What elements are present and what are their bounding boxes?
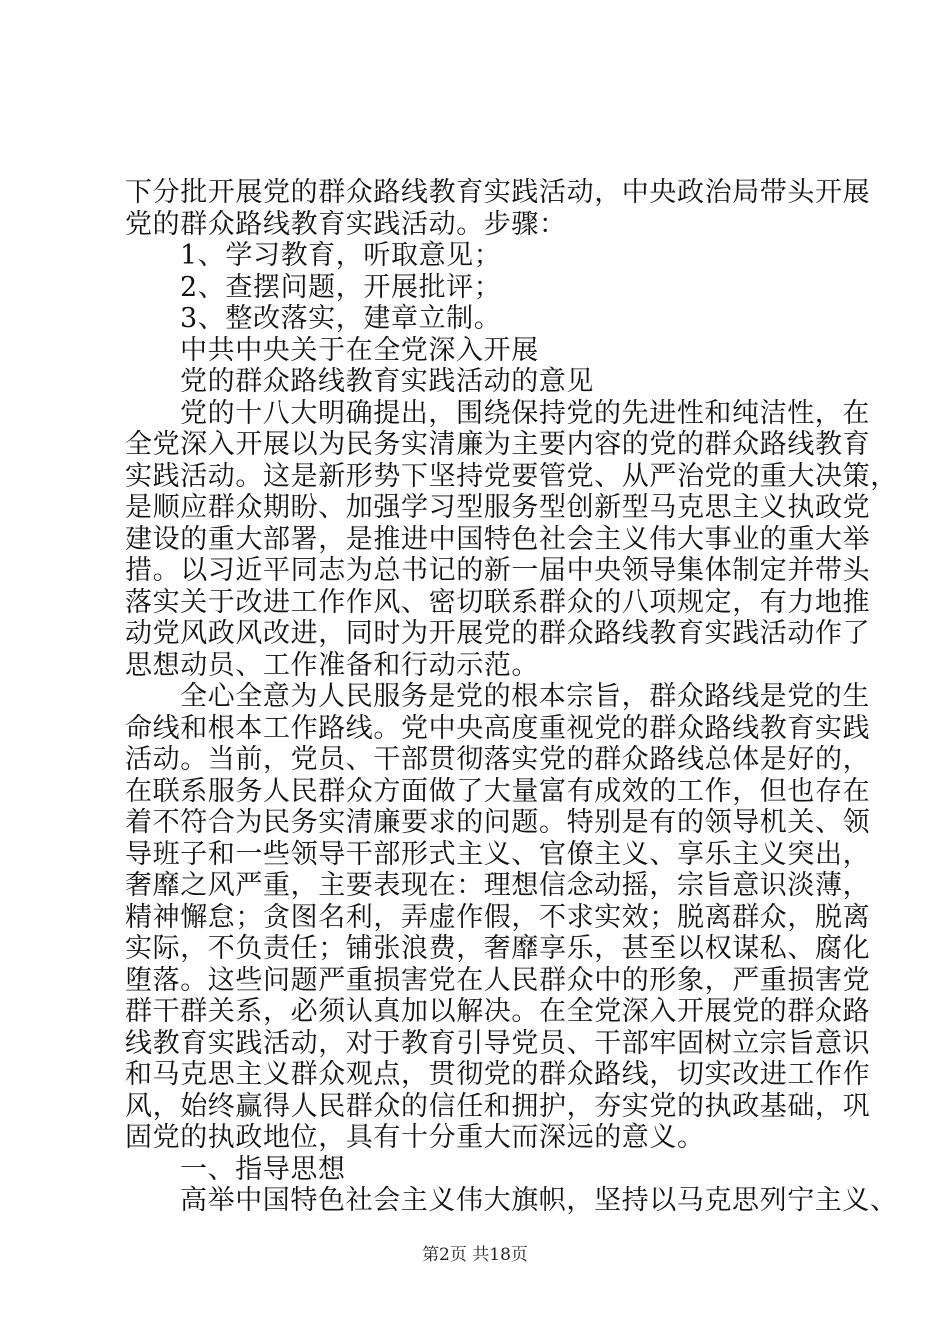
text-line: 下分批开展党的群众路线教育实践活动，中央政治局带头开展: [125, 177, 871, 208]
text-line: 全党深入开展以为民务实清廉为主要内容的党的群众路线教育: [125, 429, 871, 460]
text-line: 3、整改落实，建章立制。: [180, 303, 502, 334]
text-line: 命线和根本工作路线。党中央高度重视党的群众路线教育实践: [125, 712, 871, 744]
text-line: 活动。当前，党员、干部贯彻落实党的群众路线总体是好的，: [125, 744, 871, 775]
section-heading: 一、指导思想: [180, 1153, 346, 1185]
text-line: 线教育实践活动，对于教育引导党员、干部牢固树立宗旨意识: [125, 1027, 871, 1059]
text-line: 群干群关系，必须认真加以解决。在全党深入开展党的群众路: [125, 996, 871, 1027]
text-line: 精神懈怠；贪图名利，弄虚作假，不求实效；脱离群众，脱离: [125, 901, 871, 933]
text-line: 实际，不负责任；铺张浪费，奢靡享乐，甚至以权谋私、腐化: [125, 933, 871, 964]
text-line: 实践活动。这是新形势下坚持党要管党、从严治党的重大决策，: [125, 460, 898, 492]
text-line: 全心全意为人民服务是党的根本宗旨，群众路线是党的生: [180, 681, 870, 712]
text-line: 高举中国特色社会主义伟大旗帜，坚持以马克思列宁主义、: [180, 1185, 898, 1216]
page-footer: 第2页 共18页: [422, 1245, 528, 1265]
text-line: 党的群众路线教育实践活动。步骤：: [125, 208, 567, 240]
text-line: 2、查摆问题，开展批评；: [180, 271, 502, 303]
text-line: 思想动员、工作准备和行动示范。: [125, 649, 539, 681]
text-line: 导班子和一些领导干部形式主义、官僚主义、享乐主义突出，: [125, 838, 871, 870]
text-line: 固党的执政地位，具有十分重大而深远的意义。: [125, 1122, 705, 1153]
text-line: 堕落。这些问题严重损害党在人民群众中的形象，严重损害党: [125, 964, 871, 996]
text-line: 风，始终赢得人民群众的信任和拥护，夯实党的执政基础，巩: [125, 1090, 871, 1122]
heading-line: 党的群众路线教育实践活动的意见: [180, 366, 594, 397]
text-line: 党的十八大明确提出，围绕保持党的先进性和纯洁性，在: [180, 397, 870, 429]
text-line: 落实关于改进工作作风、密切联系群众的八项规定，有力地推: [125, 586, 871, 618]
text-line: 着不符合为民务实清廉要求的问题。特别是有的领导机关、领: [125, 807, 871, 838]
text-line: 是顺应群众期盼、加强学习型服务型创新型马克思主义执政党: [125, 492, 871, 523]
text-line: 措。以习近平同志为总书记的新一届中央领导集体制定并带头: [125, 555, 871, 586]
text-line: 和马克思主义群众观点，贯彻党的群众路线，切实改进工作作: [125, 1059, 871, 1090]
text-line: 在联系服务人民群众方面做了大量富有成效的工作，但也存在: [125, 775, 871, 807]
heading-line: 中共中央关于在全党深入开展: [180, 334, 539, 366]
text-line: 奢靡之风严重，主要表现在：理想信念动摇，宗旨意识淡薄，: [125, 870, 871, 901]
text-line: 建设的重大部署，是推进中国特色社会主义伟大事业的重大举: [125, 523, 871, 555]
text-line: 1、学习教育，听取意见；: [180, 240, 502, 271]
text-line: 动党风政风改进，同时为开展党的群众路线教育实践活动作了: [125, 618, 871, 649]
